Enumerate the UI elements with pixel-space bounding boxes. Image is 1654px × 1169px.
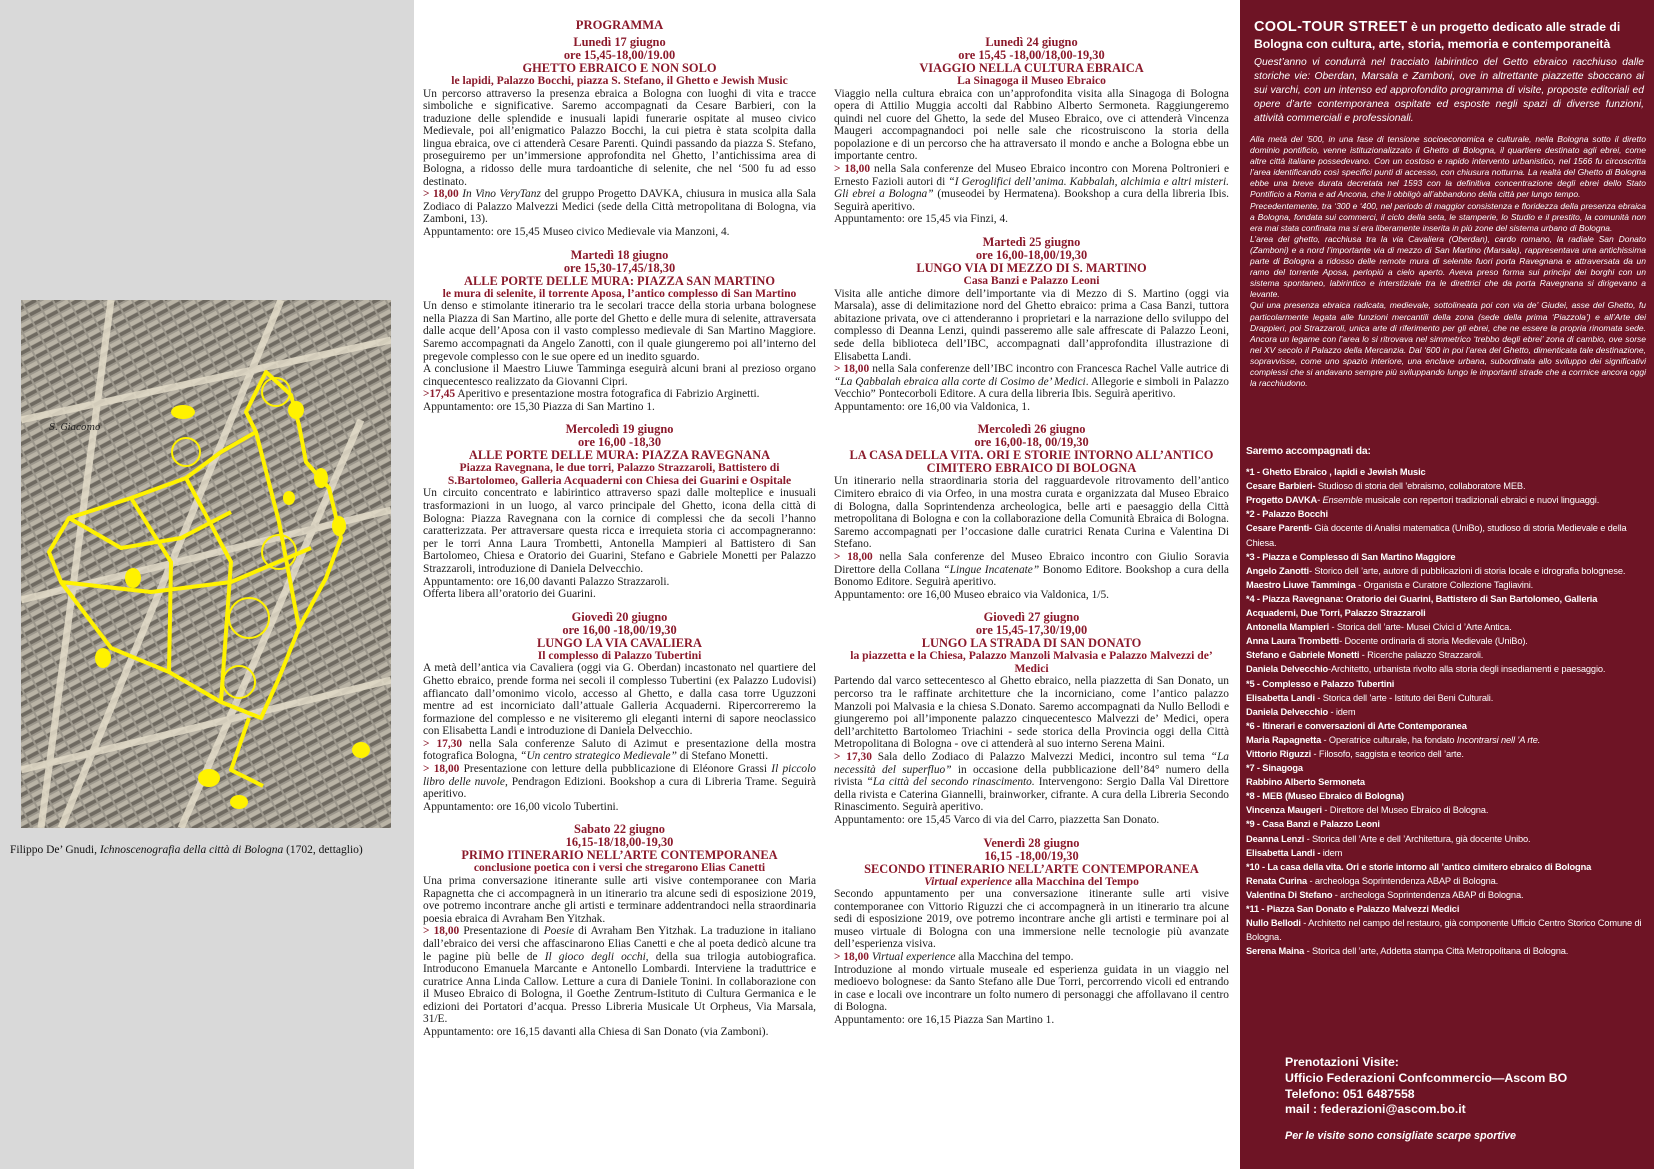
day-subtitle: le mura di selenite, il torrente Aposa, l’antico complesso di San Martino bbox=[442, 286, 797, 300]
guide-name: Valentina Di Stefano bbox=[1246, 889, 1333, 900]
guide-desc-italic: - Ensemble bbox=[1317, 495, 1363, 506]
day-time: ore 16,00-18, 00/19,30 bbox=[974, 435, 1089, 450]
guide-name: Antonella Mampieri bbox=[1246, 622, 1330, 633]
guide-person bbox=[1246, 944, 1646, 958]
day-extra: >17,45 Aperitivo e presentazione mostra fotografica di Fabrizio Arginetti. bbox=[423, 388, 760, 401]
day-date: Venerdì 28 giugno bbox=[983, 835, 1080, 850]
day-title: ALLE PORTE DELLE MURA: PIAZZA SAN MARTINO bbox=[464, 273, 775, 288]
guides-items bbox=[1246, 465, 1646, 958]
day-text: Un denso e stimolante itinerario tra le secolari tracce della storia urbana bolognese nella Piazza di San Martino, alle porte del Ghetto e delle mura di selenite, attraversata dalle acque dell’Aposa con il vasto complesso medievale di San Martino Maggiore. Saremo accompagnati da Angelo Zanotti, con il quale giungeremo poi all’interno del pregevole complesso con le sue opere ed un inedito sguardo. bbox=[423, 300, 816, 363]
guide-person bbox=[1246, 634, 1646, 648]
program-day bbox=[834, 36, 1229, 226]
guides-list bbox=[1246, 445, 1646, 958]
guide-topic: *11 - Piazza San Donato e Palazzo Malvezzi Medici bbox=[1246, 904, 1460, 914]
day-appointment: Appuntamento: ore 16,00 vicolo Tubertini. bbox=[423, 800, 619, 813]
guide-topic: *10 - La casa della vita. Ori e storie intorno all ’antico cimitero ebraico di Bologna bbox=[1246, 861, 1592, 872]
day-subtitle: conclusione poetica con i versi che stregarono Elias Canetti bbox=[473, 861, 766, 875]
guide-topic: *3 - Piazza e Complesso di San Martino Maggiore bbox=[1246, 551, 1456, 562]
history-paragraph: L’area del ghetto, racchiusa tra la via Cavaliera (Oberdan), cardo romano, la radiale San Donato (Zamboni) e a nord l’importante via di mezzo di San Martino (Marsala), rappresentava una antichissima parte di Bologna a ridosso delle remote mura di selenite fuori porta Ravegnana e attraversata da un ramo del torrente Aposa, perlopiù a cielo aperto. Aveva preso forma sui principi dei borghi con un sistema spontaneo, labirintico e interstiziale tra le direttrici che da porta Ravegnana si dirigevano a levante. bbox=[1250, 233, 1646, 300]
guide-person bbox=[1246, 803, 1646, 817]
day-title: LA CASA DELLA VITA. ORI E STORIE INTORNO ALL’ANTICO CIMITERO EBRAICO DI BOLOGNA bbox=[849, 448, 1214, 476]
day-subtitle: Il complesso di Palazzo Tubertini bbox=[537, 648, 702, 662]
day-time: ore 16,00 -18,30 bbox=[577, 435, 662, 450]
day-extra: > 18,00 nella Sala conferenze del Museo Ebraico incontro con Giulio Soravia Direttore della Collana “Lingue Incatenate” Bonomo Editore. Bookshop a cura della Bonomo Editore. Seguirà aperitivo. bbox=[834, 551, 1229, 589]
day-subtitle: la piazzetta e la Chiesa, Palazzo Manzoli Malvasia e Palazzo Malvezzi de’ Medici bbox=[850, 649, 1213, 675]
guide-name: Maestro Liuwe Tamminga bbox=[1246, 579, 1356, 590]
day-appointment: Appuntamento: ore 15,45 Varco di via del Carro, piazzetta San Donato. bbox=[834, 813, 1160, 826]
day-time: 16,15-18/18,00-19,30 bbox=[565, 835, 674, 850]
day-appointment: Appuntamento: ore 16,15 Piazza San Martino 1. bbox=[834, 1013, 1055, 1026]
guide-name: Elisabetta Landi - bbox=[1246, 847, 1321, 858]
day-text: Una prima conversazione itinerante sulle arti visive contemporanee con Maria Rapagnetta che ci accompagnerà in un itinerario tra alcune sedi di esposizione 2019, ove potremo incontrare anche gli artisti e terminare addentrandoci nella straordinaria poesia ebraica di Avraham Ben Yitzhak. bbox=[423, 874, 816, 925]
guide-name: Deanna Lenzi bbox=[1246, 833, 1305, 844]
guide-desc: - Storico dell ’arte, autore di pubblicazioni di storia locale e idrografia bolognese. bbox=[1308, 565, 1626, 576]
program-day bbox=[834, 423, 1229, 601]
guide-person bbox=[1246, 705, 1646, 719]
guide-desc: - Organista e Curatore Collezione Tagliavini. bbox=[1355, 579, 1534, 590]
guide-desc: musicale con repertori tradizionali ebraici e nuovi linguaggi. bbox=[1362, 495, 1600, 506]
day-subtitle: Piazza Ravegnana, le due torri, Palazzo Strazzaroli, Battistero di S.Bartolomeo, Galleria Acquaderni con Chiesa dei Guarini e Ospitale bbox=[447, 461, 792, 487]
day-text: Un itinerario nella straordinaria storia del ragguardevole ritrovamento dell’antico Cimitero ebraico di via Orfeo, in una mostra curata e organizzata dal Museo Ebraico di Bologna, dalla Soprintendenza archeologica, belle arti e paesaggio della Città metropolitana di Bologna e con la collaborazione della Comunità Ebraica di Bologna. Saremo accompagnati per l’occasione dalle curatrici Renata Curina e Valentina Di Stefano. bbox=[834, 475, 1229, 551]
guide-name: Cesare Parenti- bbox=[1246, 523, 1312, 534]
guides-heading: Saremo accompagnati da: bbox=[1246, 446, 1371, 457]
guide-desc: - Filosofo, saggista e teorico dell ’arte. bbox=[1311, 748, 1464, 759]
guide-name: Progetto DAVKA bbox=[1246, 495, 1318, 506]
day-time: ore 15,45-18,00/19.00 bbox=[563, 48, 676, 62]
guide-name: Nullo Bellodi bbox=[1246, 918, 1301, 929]
guide-person bbox=[1246, 916, 1646, 944]
map-caption bbox=[10, 843, 410, 857]
day-date: Giovedì 20 giugno bbox=[571, 609, 668, 624]
day-appointment: Appuntamento: ore 15,30 Piazza di San Martino 1. bbox=[423, 400, 655, 413]
guide-desc: - Docente ordinaria di storia Medievale (UniBo). bbox=[1339, 636, 1528, 647]
program-day bbox=[423, 249, 816, 414]
project-name: COOL-TOUR STREET bbox=[1254, 19, 1408, 35]
guide-desc: - Storica dell ’arte, Addetta stampa Città Metropolitana di Bologna. bbox=[1304, 946, 1569, 957]
guide-person bbox=[1246, 832, 1646, 846]
guide-person bbox=[1246, 888, 1646, 902]
guide-name: Angelo Zanotti bbox=[1246, 565, 1309, 576]
day-time: 16,15 -18,00/19,30 bbox=[984, 848, 1079, 863]
guide-person bbox=[1246, 521, 1646, 549]
guide-name: Maria Rapagnetta bbox=[1246, 734, 1322, 745]
guide-person bbox=[1246, 662, 1646, 676]
day-note: Offerta libera all’oratorio dei Guarini. bbox=[423, 588, 596, 601]
info-panel bbox=[1240, 0, 1654, 1169]
guide-person bbox=[1246, 479, 1646, 493]
program-day bbox=[834, 837, 1229, 1027]
guide-desc: - Direttore del Museo Ebraico di Bologna. bbox=[1321, 805, 1489, 816]
guide-desc: - Storica dell ’arte- Musei Civici d ’Arte Antica. bbox=[1329, 622, 1512, 633]
guide-desc: Già docente di Analisi matematica (UniBo), studioso di storia Medievale e della Chiesa. bbox=[1246, 523, 1627, 548]
guide-person bbox=[1246, 578, 1646, 592]
day-title: LUNGO LA STRADA DI SAN DONATO bbox=[921, 636, 1142, 651]
day-title: GHETTO EBRAICO E NON SOLO bbox=[522, 61, 717, 75]
caption-detail: (1702, dettaglio) bbox=[286, 844, 363, 856]
booking-mail: mail : federazioni@ascom.bo.it bbox=[1285, 1102, 1466, 1117]
guide-person bbox=[1246, 648, 1646, 662]
guide-desc: - Architetto nel campo del restauro, già componente Ufficio Centro Storico Comune di Bologna. bbox=[1246, 918, 1642, 943]
guide-person bbox=[1246, 564, 1646, 578]
program-column-1 bbox=[423, 18, 816, 1049]
day-date: Lunedì 17 giugno bbox=[573, 35, 666, 49]
day-text-2: A conclusione il Maestro Liuwe Tamminga eseguirà alcuni brani al prezioso organo cinquecentesco realizzato da Giovanni Cipri. bbox=[423, 363, 816, 388]
booking-info bbox=[1285, 1055, 1645, 1145]
map-label: S. Giacomo bbox=[49, 423, 101, 433]
day-subtitle: Casa Banzi e Palazzo Leoni bbox=[963, 274, 1100, 288]
guide-desc: - archeologa Soprintendenza ABAP di Bologna. bbox=[1307, 875, 1499, 886]
guide-name: Cesare Barbieri- bbox=[1246, 481, 1316, 492]
program-column-2 bbox=[834, 36, 1229, 1037]
left-panel bbox=[0, 0, 414, 1169]
guide-desc: - Ricerche palazzo Strazzaroli. bbox=[1359, 650, 1484, 661]
day-time: ore 15,30-17,45/18,30 bbox=[563, 260, 676, 275]
guide-desc: idem bbox=[1320, 847, 1343, 858]
day-appointment: Appuntamento: ore 16,00 davanti Palazzo Strazzaroli. bbox=[423, 575, 670, 588]
day-text: A metà dell’antica via Cavaliera (oggi via G. Oberdan) incastonato nel quartiere del Ghetto ebraico, prende forma nei secoli il complesso Tubertini (ex Palazzo Ludovisi) affiancato dall’omonimo vicolo, accesso al Ghetto, e dalla casa torre Uguzzoni mentre ad est incorniciato dall’attuale Galleria Acquaderni. Ripercorreremo la formazione del complesso e ne visiteremo gli eleganti interni di sapore neoclassico con Elisabetta Landi e introduzione di Daniela Delvecchio. bbox=[423, 662, 816, 738]
project-tagline: è un progetto dedicato alle strade di Bologna con cultura, arte, storia, memoria e contemporaneità bbox=[1254, 20, 1621, 51]
guide-person bbox=[1246, 493, 1646, 507]
program-day bbox=[423, 423, 816, 600]
day-extra-2: > 18,00 Presentazione con letture della pubblicazione di Eléonore Grassi Il piccolo libro delle nuvole, Pendragon Edizioni. Bookshop a cura di Libreria Trame. Seguirà aperitivo. bbox=[423, 763, 816, 801]
day-text-2: Introduzione al mondo virtuale museale ed esperienza guidata in un viaggio nel medioevo bolognese: da Santo Stefano alle Due Torri, percorrendo vicoli ed entrando in case e locali ove incontrare un folto numero di personaggi che affollavano il centro di Bologna. bbox=[834, 963, 1229, 1014]
guide-topic: Rabbino Alberto Sermoneta bbox=[1246, 777, 1365, 788]
guide-name: Daniela Delvecchio bbox=[1246, 664, 1329, 675]
day-subtitle: La Sinagoga il Museo Ebraico bbox=[957, 74, 1106, 87]
guide-desc: - Storica dell ’arte - Istituto dei Beni Culturali. bbox=[1314, 692, 1494, 703]
day-text: Visita alle antiche dimore dell’importante via di Mezzo di S. Martino (oggi via Marsala), asse di delimitazione nord del Ghetto ebraico: prima a Casa Banzi, tuttora abitazione privata, ove ci attenderanno i proprietari e la narrazione dello sviluppo del complesso di Deanna Lenzi, quindi passeremo alle sale affrescate di Palazzo Leoni, sede della biblioteca dell’IBC, accompagnati dall’approfondita illustrazione di Elisabetta Landi. bbox=[834, 287, 1229, 363]
day-time: ore 15,45 -18,00/18,00-19,30 bbox=[958, 48, 1105, 62]
booking-note: Per le visite sono consigliate scarpe sportive bbox=[1285, 1130, 1517, 1143]
program-day bbox=[423, 611, 816, 814]
guide-name: Serena Maina bbox=[1246, 946, 1305, 957]
guide-desc: - Operatrice culturale, ha fondato bbox=[1321, 734, 1457, 745]
day-extra: > 18,00 nella Sala conferenze dell’IBC incontro con Francesca Rachel Valle autrice di “La Qabbalah ebraica alla corte di Cosimo de’ Medici. Allegorie e simboli in Palazzo Vecchio” Pontecorboli Editore. A cura della libreria Ibis. Seguirà aperitivo. bbox=[834, 363, 1229, 401]
guide-person bbox=[1246, 691, 1646, 705]
guide-topic: *6 - Itinerari e conversazioni di Arte Contemporanea bbox=[1246, 720, 1467, 731]
guide-name: Vincenza Maugeri bbox=[1246, 805, 1322, 816]
day-extra: > 18,00 Presentazione di Poesie di Avraham Ben Yitzhak. La traduzione in italiano dall’ebraico dei versi che affascinarono Elias Canetti e che al poeta dedicò alcune tra le pagine più belle de Il gioco degli occhi, della sua trilogia autobiografica. Introducono Emanuela Marcante e Antonello Lombardi. Interviene la traduttrice e curatrice Anna Linda Callow. Letture a cura di Daniele Tonini. In collaborazione con il Museo Ebraico di Bologna, il Goethe Zentrum-Istituto di Cultura Germanica e le edizioni dei Portatori d’acqua. Presso Libreria Musicale Ut Orpheus, Via Marsala, 31/E. bbox=[423, 925, 816, 1026]
guide-name: Elisabetta Landi bbox=[1246, 692, 1315, 703]
guide-topic: *4 - Piazza Ravegnana: Oratorio dei Guarini, Battistero di San Bartolomeo, Galleria Acquaderni, Due Torri, Palazzo Strazzaroli bbox=[1246, 593, 1598, 619]
guide-name: Anna Laura Trombetti bbox=[1246, 636, 1340, 647]
day-date: Sabato 22 giugno bbox=[574, 822, 665, 837]
day-title: VIAGGIO NELLA CULTURA EBRAICA bbox=[919, 61, 1144, 75]
project-title bbox=[1254, 19, 1644, 53]
guide-topic: *8 - MEB (Museo Ebraico di Bologna) bbox=[1246, 791, 1404, 802]
day-appointment: Appuntamento: ore 15,45 Museo civico Medievale via Manzoni, 4. bbox=[423, 226, 730, 239]
guide-person bbox=[1246, 846, 1646, 860]
day-appointment: Appuntamento: ore 16,00 Museo ebraico via Valdonica, 1/5. bbox=[834, 588, 1109, 601]
history-paragraph: Qui una presenza ebraica radicata, medievale, sottolineata poi con via de’ Giudei, asse del Ghetto, fu particolarmente legata alle funzioni mercantili della zona (sede della prima ‘Piazzola’) e all’Arte dei Drappieri, poi Strazzaroli, unica arte di riferimento per gli ebrei, che ne essere la propria rinomata sede. Ancora un legame con l’area lo si ritrovava nel simmetrico ‘trebbo degli ebrei’ zona di cambio, ove sorse nel XV secolo il Palazzo della Mercanzia. Dal ‘600 in poi l’area del Ghetto, dimenticata tale destinazione, sopravvisse, come uno spazio interiore, una enclave urbana, subordinata allo sviluppo dei significativi complessi che si andavano sempre più sviluppando lungo le importanti strade che a corrnice ancora oggi la racchiudono. bbox=[1250, 300, 1646, 389]
program-day bbox=[423, 823, 816, 1038]
day-text: Un percorso attraverso la presenza ebraica a Bologna con luoghi di vita e tracce simboliche e significative. Saremo accompagnati da Cesare Barbieri, con la traduzione delle splendide e inusuali lapidi funerarie ospitate al museo civico Medievale, poi all’enigmatico Palazzo Bocchi, la cui pietra è stata scolpita dalla lingua ebraica, ove ci attenderà Cesare Parenti. Quindi passando da piazza S. Stefano, proseguiremo per un’immersione approfondita nel Ghetto, l’antichissima area di Bologna, a ridosso delle mura tardoantiche di selenite, che nel ‘500 fu ad esso destinato. bbox=[423, 87, 816, 188]
guide-name: Stefano e Gabriele Monetti bbox=[1246, 650, 1360, 661]
day-title: PRIMO ITINERARIO NELL’ARTE CONTEMPORANEA bbox=[461, 848, 778, 863]
day-date: Martedì 25 giugno bbox=[982, 235, 1081, 250]
caption-work: Ichnoscenografia della città di Bologna bbox=[99, 844, 284, 856]
guide-name: Daniela Delvecchio bbox=[1246, 706, 1329, 717]
guide-topic: *7 - Sinagoga bbox=[1246, 763, 1303, 774]
day-subtitle: Virtual experience alla Macchina del Tempo bbox=[924, 874, 1139, 888]
day-appointment: Appuntamento: ore 16,00 via Valdonica, 1. bbox=[834, 400, 1030, 413]
program-day bbox=[423, 18, 816, 239]
day-time: ore 16,00 -18,00/19,30 bbox=[562, 622, 677, 637]
day-date: Giovedì 27 giugno bbox=[983, 610, 1080, 625]
day-time: ore 16,00-18,00/19,30 bbox=[975, 248, 1088, 263]
program-title: PROGRAMMA bbox=[575, 18, 664, 32]
day-extra: > 18,00 nella Sala conferenze del Museo Ebraico incontro con Morena Poltronieri e Ernesto Fazioli autori di “I Geroglifici dell’anima. Kabbalah, alchimia e altri misteri. Gli ebrei a Bologna” (museodei by Hermatena). Bookshop a cura della libreria Ibis. Seguirà aperitivo. bbox=[834, 163, 1229, 213]
guide-desc: - archeologa Soprintendenza ABAP di Bologna. bbox=[1332, 889, 1524, 900]
guide-desc-italic: Incontrarsi nell ’A rte. bbox=[1456, 734, 1541, 745]
day-date: Martedì 18 giugno bbox=[570, 247, 669, 262]
day-title: LUNGO LA VIA CAVALIERA bbox=[537, 635, 702, 650]
guide-desc: - Storica dell ’Arte e dell ’Architettura, già docente Unibo. bbox=[1304, 833, 1531, 844]
day-time: ore 15,45-17,30/19,00 bbox=[975, 623, 1088, 638]
booking-office: Ufficio Federazioni Confcommercio—Ascom BO bbox=[1285, 1070, 1568, 1085]
booking-title: Prenotazioni Visite: bbox=[1285, 1055, 1399, 1069]
day-text: Viaggio nella cultura ebraica con un’approfondita visita alla Sinagoga di Bologna opera di Attilio Muggia accolti dal Rabbino Alberto Sermoneta. Raggiungeremo quindi nel cuore del Ghetto, la sede del Museo Ebraico, ove ci attenderà Vincenza Maugeri accompagnandoci poi nelle sale che ricostruiscono la storia della popolazione e di un percorso che ha attraversato il mondo e anche a Bologna ebbe un importante centro. bbox=[834, 87, 1229, 163]
guide-person bbox=[1246, 747, 1646, 761]
guide-topic: *2 - Palazzo Bocchi bbox=[1246, 509, 1328, 520]
guide-topic: *9 - Casa Banzi e Palazzo Leoni bbox=[1246, 819, 1380, 830]
program-day bbox=[834, 236, 1229, 413]
day-extra: > 17,30 Sala dello Zodiaco di Palazzo Malvezzi Medici, incontro sul tema “La necessità del superfluo” in occasione della pubblicazione dell’84° numero della rivista “La città del secondo rinascimento. Intervengono: Sergio Dalla Val Direttore della rivista e Caterina Giannelli, brainworker, cifrante. A cura della Libreria Secondo Rinascimento. Seguirà aperitivo. bbox=[834, 750, 1229, 814]
day-appointment: Appuntamento: ore 15,45 via Finzi, 4. bbox=[834, 213, 1008, 226]
guide-person bbox=[1246, 874, 1646, 888]
guide-name: Renata Curina bbox=[1246, 875, 1308, 886]
day-subtitle: le lapidi, Palazzo Bocchi, piazza S. Stefano, il Ghetto e Jewish Music bbox=[451, 74, 788, 87]
guide-person bbox=[1246, 733, 1646, 747]
project-lead: Quest’anno vi condurrà nel tracciato labirintico del Getto ebraico racchiuso dalle storiche vie: Oberdan, Marsala e Zamboni, ove in altrettante piazzette sboccano ai sui varchi, con un intenso ed approfondito programma di visite, proposte editoriali ed opere d’arte contemporanea ospitate ed esposte negli spazi di diverse funzioni, attività commerciali e professionali. bbox=[1254, 57, 1644, 124]
day-date: Mercoledì 19 giugno bbox=[565, 422, 674, 437]
history-paragraph: Precedentemente, tra ‘300 e ‘400, nel periodo di maggior consistenza e floridezza della presenza ebraica a Bologna, fondata sui commerci, il ciclo della seta, le stamperie, lo Studio e il prestito, la comunità non era mai stata confinata ma si era liberamente inserita in più zone del sistema urbano di Bologna. bbox=[1250, 200, 1646, 233]
guide-desc: Studioso di storia dell ’ebraismo, collaboratore MEB. bbox=[1315, 481, 1526, 492]
day-appointment: Appuntamento: ore 16,15 davanti alla Chiesa di San Donato (via Zamboni). bbox=[423, 1026, 769, 1039]
day-title: ALLE PORTE DELLE MURA: PIAZZA RAVEGNANA bbox=[468, 448, 771, 463]
guide-desc: - idem bbox=[1328, 706, 1356, 717]
guide-person bbox=[1246, 620, 1646, 634]
day-text: Secondo appuntamento per una conversazione itinerante sulle arti visive contemporanee con Vittorio Riguzzi che ci accompagnerà in un itinerario tra alcune sedi di esposizione 2019, ove potremo incontrare anche gli artisti e terminare poi al museo virtuale di Bologna con una immersione nelle tecnologie più avanzate dell’esperienza visiva. bbox=[834, 888, 1229, 951]
program-day bbox=[834, 611, 1229, 826]
day-extra: > 18,00 In Vino VeryTanz del gruppo Progetto DAVKA, chiusura in musica alla Sala Zodiaco di Palazzo Malvezzi Medici (sede della Città metropolitana di Bologna, via Zamboni, 13). bbox=[423, 188, 816, 226]
historic-map-image bbox=[21, 300, 391, 828]
day-extra: > 18,00 Virtual experience alla Macchina del tempo. bbox=[834, 951, 1074, 963]
history-paragraph: Alla metà del ‘500, in una fase di tensione socioeconomica e culturale, nella Bologna sotto il diretto dominio pontificio, venne istituzionalizzato il Ghetto di Bologna, il quartiere destinato agli ebrei, come altre città italiane possedevano. Con un costoso e rapido intervento urbanistico, nel 1566 fu circoscritta l’area identificando così specifici punti di accesso, con chiusura notturna. La realtà del Ghetto di Bologna ebbe una breve durata decretata nel 1593 con la definitiva concentrazione degli ebrei dello Stato Pontificio a Roma e ad Ancona, che li obbligò all’abbandono della città per lungo tempo. bbox=[1250, 134, 1646, 200]
day-text: Un circuito concentrato e labirintico attraverso spazi dalle molteplice e inusuali trasformazioni in un luogo, al varco principale del Ghetto, icona della città di Bologna: Piazza Ravegnana con la cornice di complessi che da secoli l’hanno caratterizzata. Per attraversare questa ricca e irrequieta storia ci accompagneranno: per le torri Anna Laura Trombetti, Antonella Mampieri al Battistero di San Bartolomeo, Chiesa e Oratorio dei Guarini, Stefano e Gabriele Monetti per Palazzo Strazzaroli, introduzione di Daniela Delvecchio. bbox=[423, 487, 816, 576]
booking-phone: Telefono: 051 6487558 bbox=[1285, 1086, 1415, 1101]
guide-topic: *1 - Ghetto Ebraico , lapidi e Jewish Music bbox=[1246, 467, 1426, 478]
day-date: Lunedì 24 giugno bbox=[985, 35, 1078, 49]
day-date: Mercoledì 26 giugno bbox=[977, 422, 1086, 437]
day-title: LUNGO VIA DI MEZZO DI S. MARTINO bbox=[916, 261, 1147, 276]
guide-desc: -Architetto, urbanista rivolto alla storia degli insediamenti e paesaggio. bbox=[1328, 664, 1606, 675]
day-title: SECONDO ITINERARIO NELL’ARTE CONTEMPORANEA bbox=[864, 861, 1199, 876]
guide-topic: *5 - Complesso e Palazzo Tubertini bbox=[1246, 678, 1395, 689]
history-text bbox=[1250, 134, 1646, 389]
day-text: Partendo dal varco settecentesco al Ghetto ebraico, nella piazzetta di San Donato, un percorso tra le raffinate architetture che la incorniciano, come l’antico palazzo Manzoli poi Malvasia e la chiesa S.Donato. Saremo accompagnati da Nullo Bellodi e giungeremo poi all’imponente palazzo cinquecentesco Malvezzi de’ Medici, opera dell’architetto Bartolomeo Triachini - sede storica della Provincia oggi della Città Metropolitana di Bologna - ove ci attenderà al suo interno Serena Maini. bbox=[834, 675, 1229, 751]
day-extra: > 17,30 nella Sala conferenze Saluto di Azimut e presentazione della mostra fotografica Bologna, “Un centro strategico Medievale” di Stefano Monetti. bbox=[423, 737, 816, 763]
guide-name: Vittorio Riguzzi bbox=[1246, 748, 1312, 759]
map-drawing bbox=[21, 300, 391, 828]
caption-author: Filippo De’ Gnudi, bbox=[10, 844, 97, 856]
